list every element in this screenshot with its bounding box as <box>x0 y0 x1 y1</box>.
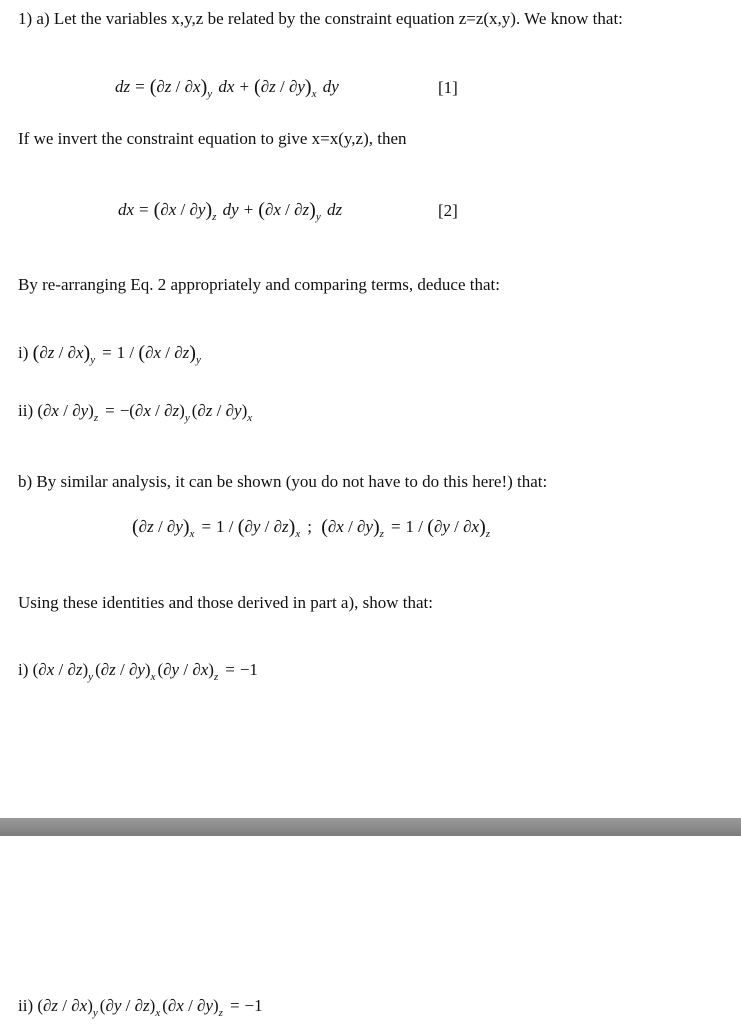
invert-text: If we invert the constraint equation to give x=x(y,z), then <box>18 129 407 148</box>
equation-1: dz = $(\partial z / \partial x)_y$ dx + $(\partial z / \partial y)_x$ dy <box>115 76 339 100</box>
item-b-ii-label: ii) <box>18 996 34 1015</box>
part-b-text: b) By similar analysis, it can be shown (you do not have to do this here!) that: <box>18 472 548 491</box>
page-divider <box>0 818 741 836</box>
item-b-i: i) $(\partial x / \partial z)_y$ $(\partial z / \partial y)_x$ $(\partial y / \partial x)_z = -1$ <box>18 660 258 683</box>
identities-text: Using these identities and those derived in part a), show that: <box>18 593 433 612</box>
rearrange-text: By re-arranging Eq. 2 appropriately and comparing terms, deduce that: <box>18 275 500 294</box>
item-b-i-label: i) <box>18 660 29 679</box>
part-a-intro: 1) a) Let the variables x,y,z be related by the constraint equation z=z(x,y). We know that: <box>18 9 623 28</box>
item-b-ii: ii) $(\partial z / \partial x)_y$ $(\partial y / \partial z)_x$ $(\partial x / \partial y)_z = -1$ <box>18 996 263 1019</box>
part-b-identities: $(\partial z / \partial y)_x = 1 / (\partial y / \partial z)_x$ ; $(\partial x / \partial y)_z = 1 / (\partial y / \partial x)_z$ <box>132 516 491 540</box>
item-a-i: i) $(\partial z / \partial x)_y = 1 / (\partial x / \partial z)_y$ <box>18 342 201 366</box>
equation-2: dx = $(\partial x / \partial y)_z$ dy + $(\partial x / \partial z)_y$ dz <box>118 199 343 223</box>
item-a-ii: ii) $(\partial x / \partial y)_z = -(\partial x / \partial z)_y$ $(\partial z / \partial y)_x$ <box>18 401 253 424</box>
equation-2-tag: [2] <box>438 201 458 220</box>
equation-1-tag: [1] <box>438 78 458 97</box>
item-a-ii-label: ii) <box>18 401 34 420</box>
item-a-i-label: i) <box>18 343 29 362</box>
